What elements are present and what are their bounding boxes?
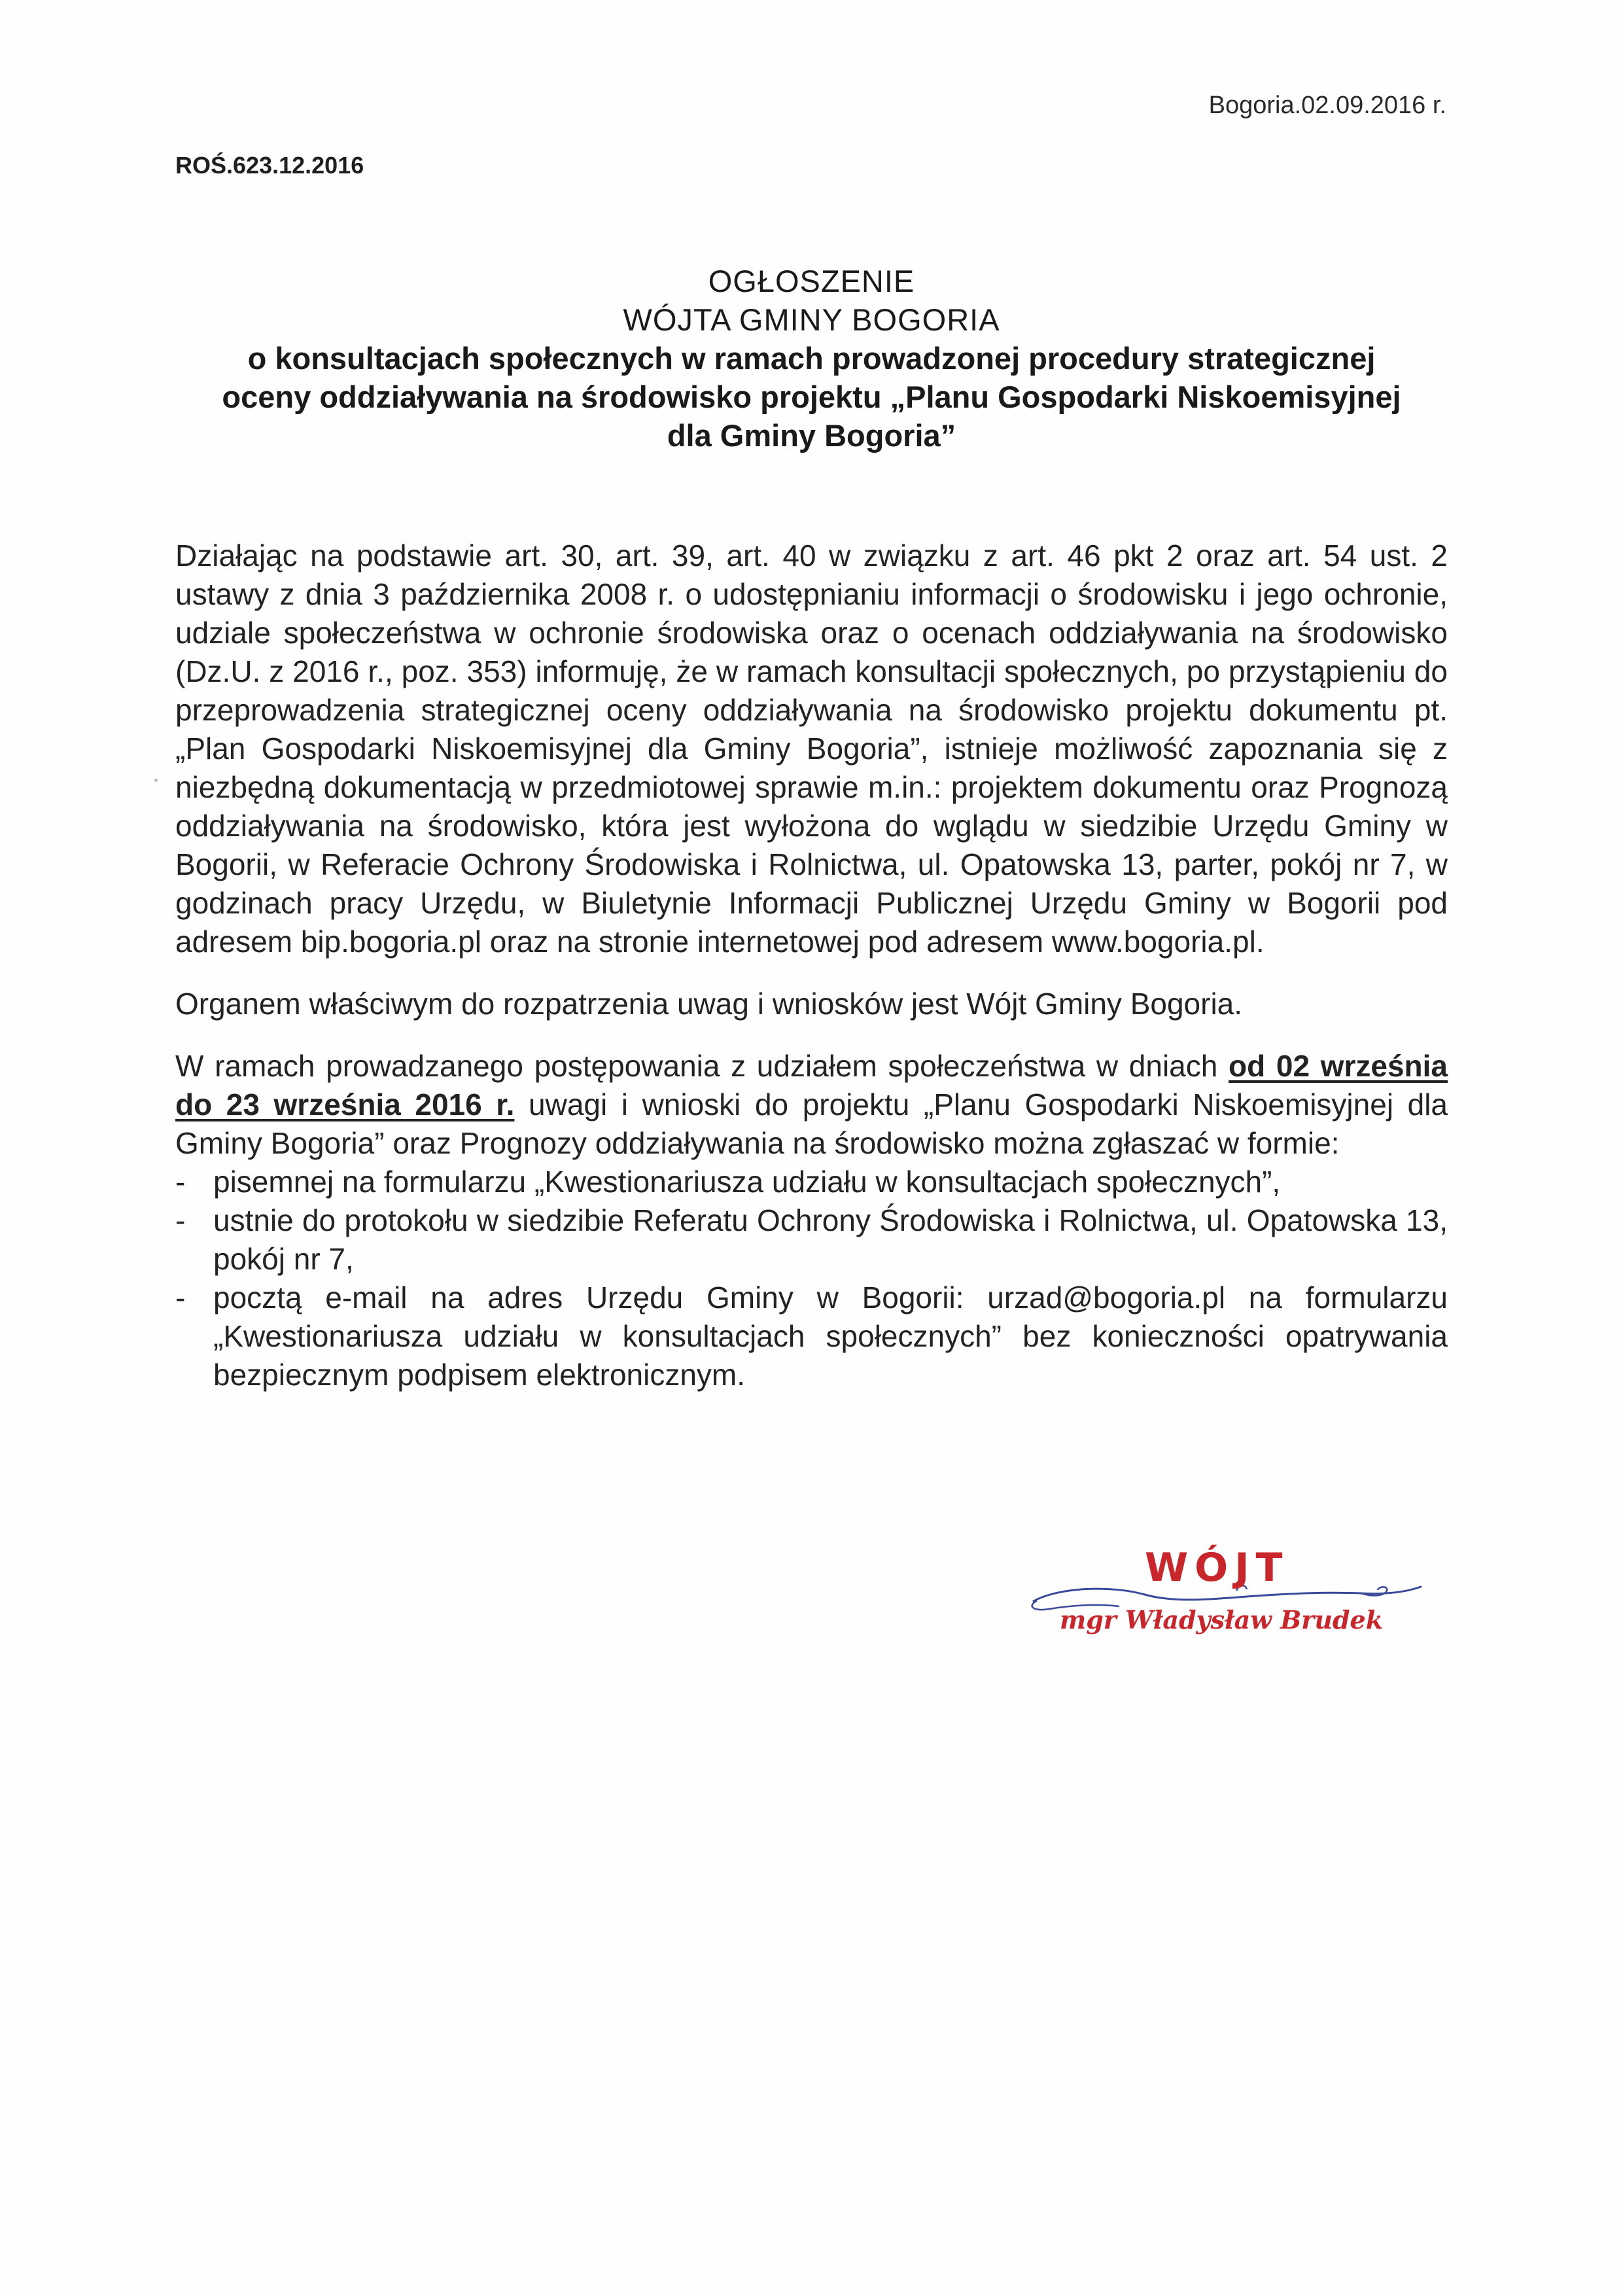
procedure-text-before: W ramach prowadzanego postępowania z udziałem społeczeństwa w dniach — [175, 1049, 1229, 1083]
announcement-header — [175, 262, 1448, 455]
document-date: Bogoria.02.09.2016 r. — [1208, 92, 1446, 119]
list-item-text: pisemnej na formularzu „Kwestionariusza udziału w konsultacjach społecznych”, — [213, 1165, 1281, 1199]
reference-number: ROŚ.623.12.2016 — [175, 152, 364, 179]
list-item — [175, 1201, 1448, 1279]
announcement-subtitle-line-1: o konsultacjach społecznych w ramach prowadzonej procedury strategicznej — [247, 341, 1376, 376]
announcement-subtitle-line-2: oceny oddziaływania na środowisko projektu „Planu Gospodarki Niskoemisyjnej — [222, 380, 1401, 414]
list-item-text: ustnie do protokołu w siedzibie Referatu Ochrony Środowiska i Rolnictwa, ul. Opatowska 13, pokój nr 7, — [213, 1203, 1448, 1276]
announcement-title: OGŁOSZENIE — [708, 264, 915, 298]
list-dash: - — [175, 1203, 186, 1237]
signature-stamp — [1021, 1541, 1439, 1659]
announcement-subtitle-line-3: dla Gminy Bogoria” — [667, 418, 956, 453]
procedure-paragraph — [175, 1047, 1448, 1163]
list-dash: - — [175, 1280, 186, 1315]
list-item — [175, 1279, 1448, 1394]
procedure-text-after: uwagi i wnioski do projektu „Planu Gospodarki Niskoemisyjnej dla Gminy Bogoria” oraz Prognozy oddziaływania na środowisko można zgłaszać w formie: — [175, 1087, 1448, 1160]
announcement-organ: WÓJTA GMINY BOGORIA — [623, 302, 1000, 337]
scan-speck — [154, 779, 158, 782]
signature-title: WÓJT — [1145, 1545, 1289, 1591]
list-dash: - — [175, 1165, 186, 1199]
consultation-period: od 02 września do 23 września 2016 r. — [175, 1049, 1448, 1122]
list-item-text: pocztą e-mail na adres Urzędu Gminy w Bogorii: urzad@bogoria.pl na formularzu „Kwestionariusza udziału w konsultacjach społecznych” bez konieczności opatrywania bezpiecznym podpisem elektronicznym. — [213, 1280, 1448, 1392]
organ-paragraph: Organem właściwym do rozpatrzenia uwag i wniosków jest Wójt Gminy Bogoria. — [175, 987, 1243, 1021]
signature-name: mgr Władysław Brudek — [1060, 1605, 1384, 1634]
list-item — [175, 1163, 1448, 1201]
submission-forms-list — [175, 1163, 1448, 1394]
intro-paragraph: Działając na podstawie art. 30, art. 39, art. 40 w związku z art. 46 pkt 2 oraz art. 54 ust. 2 ustawy z dnia 3 października 2008 r. o udostępnianiu informacji o środowisku i jego ochronie, udziale społeczeństwa w ochronie środowiska oraz o ocenach oddziaływania na środowisko (Dz.U. z 2016 r., poz. 353) informuję, że w ramach konsultacji społecznych, po przystąpieniu do przeprowadzenia strategicznej oceny oddziaływania na środowisko projektu dokumentu pt. „Plan Gospodarki Niskoemisyjnej dla Gminy Bogoria”, istnieje możliwość zapoznania się z niezbędną dokumentacją w przedmiotowej sprawie m.in.: projektem dokumentu oraz Prognozą oddziaływania na środowisko, która jest wyłożona do wglądu w siedzibie Urzędu Gminy w Bogorii, w Referacie Ochrony Środowiska i Rolnictwa, ul. Opatowska 13, parter, pokój nr 7, w godzinach pracy Urzędu, w Biuletynie Informacji Publicznej Urzędu Gminy w Bogorii pod adresem bip.bogoria.pl oraz na stronie internetowej pod adresem www.bogoria.pl. — [175, 539, 1448, 959]
announcement-body — [175, 537, 1448, 1394]
